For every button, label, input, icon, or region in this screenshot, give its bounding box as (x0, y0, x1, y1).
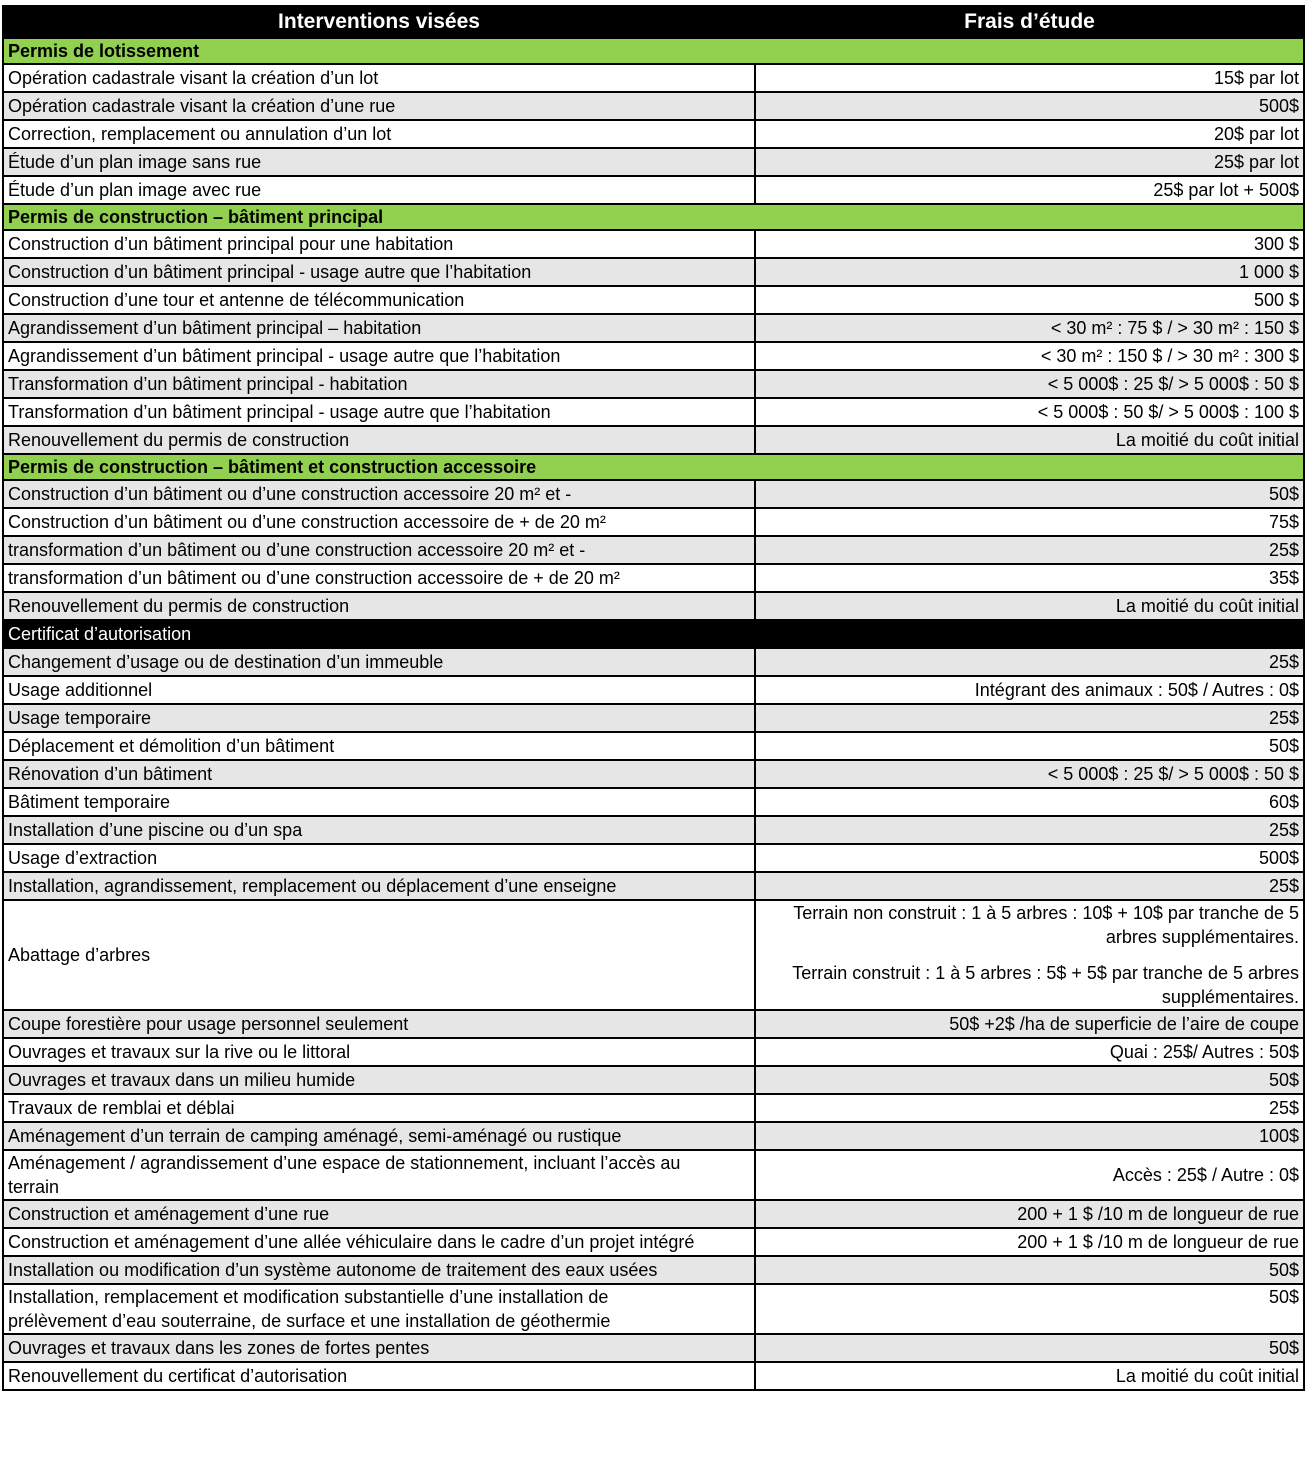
intervention-cell: Agrandissement d’un bâtiment principal - usage autre que l’habitation (3, 342, 755, 370)
intervention-cell: Construction d’un bâtiment principal pour une habitation (3, 230, 755, 258)
intervention-cell: Construction et aménagement d’une rue (3, 1200, 755, 1228)
fee-cell: 50$ (755, 1256, 1304, 1284)
fee-spacer (760, 949, 1299, 961)
section-header (3, 38, 1304, 64)
table-row (3, 148, 1304, 176)
intervention-cell: Déplacement et démolition d’un bâtiment (3, 732, 755, 760)
intervention-cell: Construction et aménagement d’une allée véhiculaire dans le cadre d’un projet intégré (3, 1228, 755, 1256)
section-title: Certificat d’autorisation (3, 620, 1304, 648)
fee-cell: 500 $ (755, 286, 1304, 314)
intervention-line: terrain (8, 1177, 60, 1197)
fee-cell: 25$ (755, 872, 1304, 900)
fee-cell: 50$ (755, 732, 1304, 760)
table-row (3, 1284, 1304, 1334)
intervention-cell: Usage additionnel (3, 676, 755, 704)
fee-line: Terrain non construit : 1 à 5 arbres : 10$ + 10$ par tranche de 5 (793, 903, 1299, 923)
table-row (3, 592, 1304, 620)
fee-cell: < 30 m² : 150 $ / > 30 m² : 300 $ (755, 342, 1304, 370)
fee-cell: La moitié du coût initial (755, 592, 1304, 620)
table-row (3, 900, 1304, 1010)
fee-cell: 25$ par lot (755, 148, 1304, 176)
header-fees: Frais d’étude (755, 6, 1304, 38)
fees-table (2, 5, 1305, 1391)
intervention-cell (3, 1150, 755, 1200)
intervention-cell: Étude d’un plan image avec rue (3, 176, 755, 204)
table-row (3, 1038, 1304, 1066)
table-row (3, 370, 1304, 398)
intervention-cell: Bâtiment temporaire (3, 788, 755, 816)
intervention-cell: Renouvellement du permis de construction (3, 592, 755, 620)
section-title: Permis de construction – bâtiment et construction accessoire (3, 454, 1304, 480)
fee-cell: < 5 000$ : 50 $/ > 5 000$ : 100 $ (755, 398, 1304, 426)
fee-cell: 500$ (755, 844, 1304, 872)
fee-cell: 25$ (755, 536, 1304, 564)
intervention-cell: Travaux de remblai et déblai (3, 1094, 755, 1122)
intervention-cell: Installation d’une piscine ou d’un spa (3, 816, 755, 844)
intervention-cell: Construction d’un bâtiment ou d’une construction accessoire 20 m² et - (3, 480, 755, 508)
fee-cell: 50$ (755, 480, 1304, 508)
intervention-cell: Installation ou modification d’un système autonome de traitement des eaux usées (3, 1256, 755, 1284)
table-row (3, 844, 1304, 872)
fee-cell: 60$ (755, 788, 1304, 816)
table-row (3, 1010, 1304, 1038)
table-row (3, 1228, 1304, 1256)
intervention-line: prélèvement d’eau souterraine, de surface et une installation de géothermie (8, 1311, 611, 1331)
fee-line: arbres supplémentaires. (1105, 927, 1299, 947)
fee-line: Terrain construit : 1 à 5 arbres : 5$ + 5$ par tranche de 5 arbres (792, 963, 1299, 983)
fee-cell: 500$ (755, 92, 1304, 120)
table-row (3, 286, 1304, 314)
fee-cell: 25$ (755, 1094, 1304, 1122)
fee-cell: 25$ par lot + 500$ (755, 176, 1304, 204)
intervention-cell: Coupe forestière pour usage personnel seulement (3, 1010, 755, 1038)
intervention-cell: Étude d’un plan image sans rue (3, 148, 755, 176)
header-interventions: Interventions visées (3, 6, 755, 38)
table-row (3, 1256, 1304, 1284)
fee-cell: 20$ par lot (755, 120, 1304, 148)
fee-cell: 200 + 1 $ /10 m de longueur de rue (755, 1228, 1304, 1256)
fee-cell: 300 $ (755, 230, 1304, 258)
fee-cell: 35$ (755, 564, 1304, 592)
fee-cell: 1 000 $ (755, 258, 1304, 286)
table-row (3, 426, 1304, 454)
section-header (3, 454, 1304, 480)
fee-cell: 50$ (755, 1066, 1304, 1094)
intervention-cell: Ouvrages et travaux dans un milieu humide (3, 1066, 755, 1094)
table-row (3, 64, 1304, 92)
table-row (3, 732, 1304, 760)
intervention-cell: Agrandissement d’un bâtiment principal – habitation (3, 314, 755, 342)
fee-cell: < 30 m² : 75 $ / > 30 m² : 150 $ (755, 314, 1304, 342)
table-row (3, 1362, 1304, 1390)
table-header (3, 6, 1304, 38)
intervention-cell: Opération cadastrale visant la création d’une rue (3, 92, 755, 120)
intervention-cell: Rénovation d’un bâtiment (3, 760, 755, 788)
intervention-cell: Construction d’un bâtiment ou d’une construction accessoire de + de 20 m² (3, 508, 755, 536)
table-row (3, 676, 1304, 704)
table-row (3, 258, 1304, 286)
section-header (3, 204, 1304, 230)
table-row (3, 176, 1304, 204)
fee-cell: Accès : 25$ / Autre : 0$ (755, 1150, 1304, 1200)
table-row (3, 564, 1304, 592)
table-row (3, 92, 1304, 120)
intervention-cell (3, 1284, 755, 1334)
fee-cell: 200 + 1 $ /10 m de longueur de rue (755, 1200, 1304, 1228)
intervention-cell: Changement d’usage ou de destination d’un immeuble (3, 648, 755, 676)
fee-cell: 75$ (755, 508, 1304, 536)
intervention-cell: Abattage d’arbres (3, 900, 755, 1010)
table-row (3, 120, 1304, 148)
intervention-cell: transformation d’un bâtiment ou d’une construction accessoire 20 m² et - (3, 536, 755, 564)
table-row (3, 480, 1304, 508)
fee-cell: La moitié du coût initial (755, 1362, 1304, 1390)
intervention-cell: Renouvellement du permis de construction (3, 426, 755, 454)
section-title: Permis de construction – bâtiment principal (3, 204, 1304, 230)
table-row (3, 1066, 1304, 1094)
fee-cell (755, 900, 1304, 1010)
intervention-cell: Correction, remplacement ou annulation d’un lot (3, 120, 755, 148)
intervention-cell: Construction d’un bâtiment principal - usage autre que l’habitation (3, 258, 755, 286)
intervention-cell: Aménagement d’un terrain de camping aménagé, semi-aménagé ou rustique (3, 1122, 755, 1150)
fee-cell: Intégrant des animaux : 50$ / Autres : 0$ (755, 676, 1304, 704)
table-row (3, 816, 1304, 844)
intervention-cell: Transformation d’un bâtiment principal - habitation (3, 370, 755, 398)
fee-cell: 50$ +2$ /ha de superficie de l’aire de coupe (755, 1010, 1304, 1038)
table-row (3, 648, 1304, 676)
intervention-cell: Usage temporaire (3, 704, 755, 732)
intervention-cell: Opération cadastrale visant la création d’un lot (3, 64, 755, 92)
intervention-line: Installation, remplacement et modification substantielle d’une installation de (8, 1287, 609, 1307)
intervention-cell: Transformation d’un bâtiment principal - usage autre que l’habitation (3, 398, 755, 426)
intervention-cell: Usage d’extraction (3, 844, 755, 872)
intervention-line: Aménagement / agrandissement d’une espace de stationnement, incluant l’accès au (8, 1153, 681, 1173)
fee-cell: 50$ (755, 1334, 1304, 1362)
section-header (3, 620, 1304, 648)
table-row (3, 1334, 1304, 1362)
intervention-cell: transformation d’un bâtiment ou d’une construction accessoire de + de 20 m² (3, 564, 755, 592)
table-row (3, 1200, 1304, 1228)
fee-cell: 25$ (755, 648, 1304, 676)
intervention-cell: Ouvrages et travaux sur la rive ou le littoral (3, 1038, 755, 1066)
table-row (3, 872, 1304, 900)
table-row (3, 760, 1304, 788)
table-row (3, 398, 1304, 426)
table-row (3, 1094, 1304, 1122)
fee-cell: La moitié du coût initial (755, 426, 1304, 454)
fee-cell: Quai : 25$/ Autres : 50$ (755, 1038, 1304, 1066)
fee-cell: < 5 000$ : 25 $/ > 5 000$ : 50 $ (755, 760, 1304, 788)
fee-cell: 25$ (755, 816, 1304, 844)
fee-cell: 100$ (755, 1122, 1304, 1150)
table-row (3, 314, 1304, 342)
fee-line: supplémentaires. (1161, 987, 1299, 1007)
table-row (3, 704, 1304, 732)
table-row (3, 508, 1304, 536)
intervention-cell: Renouvellement du certificat d’autorisation (3, 1362, 755, 1390)
fee-cell: < 5 000$ : 25 $/ > 5 000$ : 50 $ (755, 370, 1304, 398)
intervention-cell: Construction d’une tour et antenne de télécommunication (3, 286, 755, 314)
intervention-cell: Installation, agrandissement, remplacement ou déplacement d’une enseigne (3, 872, 755, 900)
table-row (3, 1122, 1304, 1150)
section-title: Permis de lotissement (3, 38, 1304, 64)
fee-cell: 50$ (755, 1284, 1304, 1334)
intervention-cell: Ouvrages et travaux dans les zones de fortes pentes (3, 1334, 755, 1362)
fee-cell: 25$ (755, 704, 1304, 732)
fee-cell: 15$ par lot (755, 64, 1304, 92)
table-row (3, 230, 1304, 258)
table-row (3, 536, 1304, 564)
table-row (3, 788, 1304, 816)
table-row (3, 342, 1304, 370)
table-row (3, 1150, 1304, 1200)
